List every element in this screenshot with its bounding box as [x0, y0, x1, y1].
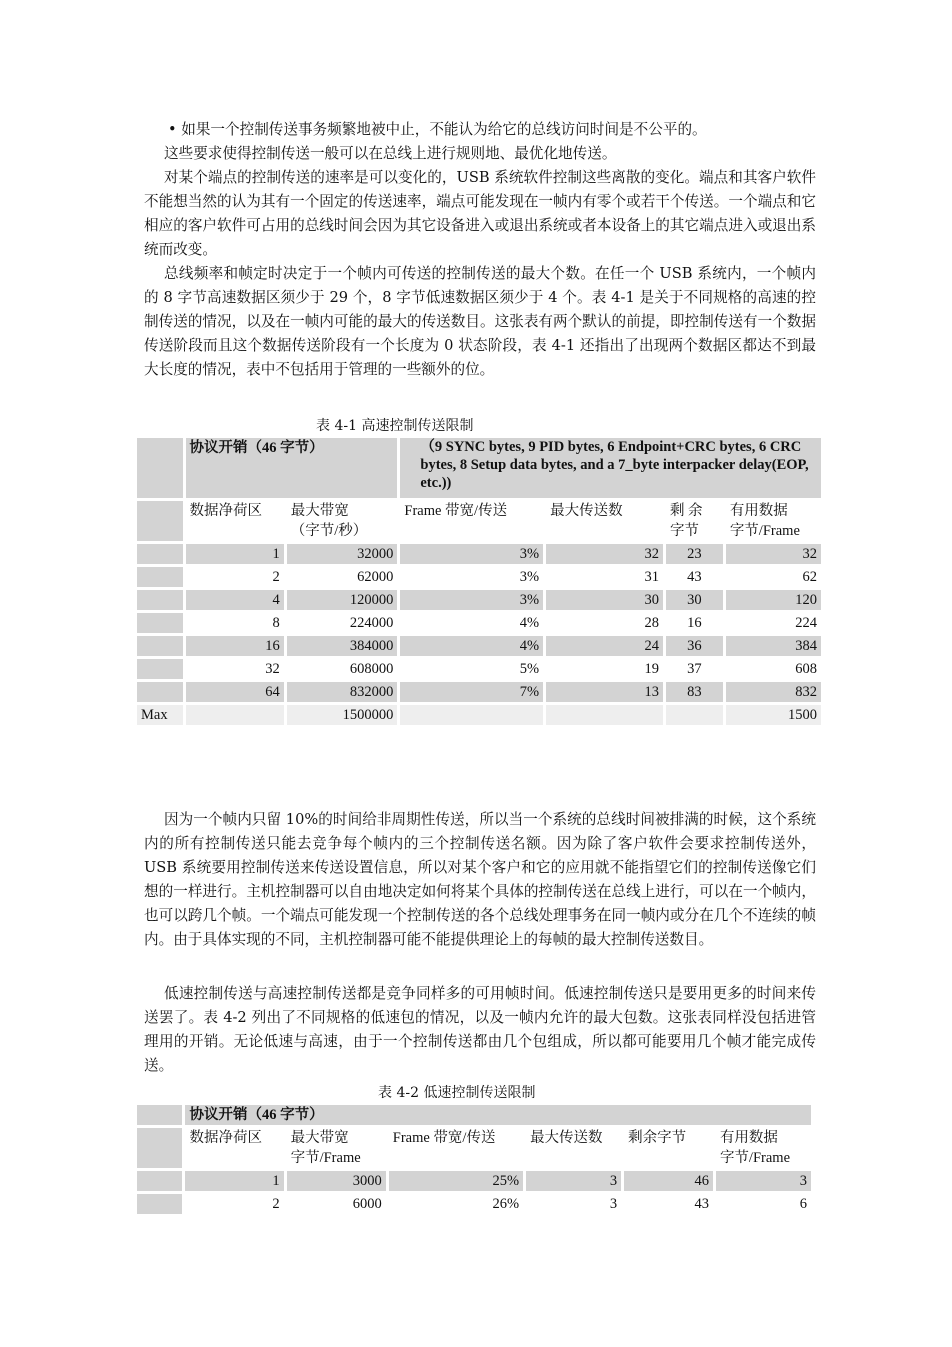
table-cell: 2 — [272, 1196, 280, 1212]
table-cell: 30 — [666, 590, 723, 610]
column-header: 数据净荷区 — [189, 1130, 262, 1146]
table-cell — [137, 659, 183, 679]
column-header: Frame 带宽/传送 — [392, 1130, 496, 1146]
protocol-detail: （9 SYNC bytes, 9 PID bytes, 6 Endpoint+CRC bytes, 6 CRC bytes, 8 Setup data bytes, and a 7_byte interpacker delay(EOP, etc.)) — [400, 438, 821, 498]
table-cell: 2 — [272, 569, 280, 585]
table-cell: 83 — [666, 682, 723, 702]
table-cell: 120 — [726, 590, 821, 610]
table-cell: 3% — [400, 544, 543, 564]
table-cell: 1500000 — [287, 705, 398, 725]
table-cell: 16 — [186, 636, 284, 656]
table-cell: 608000 — [349, 661, 394, 677]
table-cell: 16 — [687, 615, 702, 631]
table-cell: 3 — [526, 1171, 621, 1191]
table-cell: 30 — [546, 590, 663, 610]
table-cell: 3000 — [287, 1171, 386, 1191]
table-cell: 5% — [519, 661, 540, 677]
table-cell: 7% — [400, 682, 543, 702]
column-header: 有用数据 字节/Frame — [719, 1130, 791, 1166]
table-cell: 24 — [546, 636, 663, 656]
table-row — [137, 659, 821, 679]
column-header: 有用数据 字节/Frame — [729, 503, 800, 539]
column-header: 最大传送数 — [530, 1130, 603, 1146]
table-row — [137, 544, 821, 564]
paragraph: 总线频率和帧定时决定于一个帧内可传送的控制传送的最大个数。在任一个 USB 系统内，一个帧内的 8 字节高速数据区须少于 29 个，8 字节低速数据区须少于 4 个。表 4-1 是关于不同规格的高速的控制传送的情况，以及在一帧内可能的最大的传送数目。这张表有两个默认的前提，即控制传送有一个数据传送阶段而且这个数据传送阶段有一个长度为 0 状态阶段，表 4-1 还指出了出现两个数据区都达不到最大长度的情况，表中不包括用于管理的一些额外的位。 — [144, 265, 816, 378]
table-cell: 832000 — [287, 682, 398, 702]
table-cell: 1 — [185, 1171, 283, 1191]
table-cell: 37 — [687, 661, 702, 677]
table-cell: 28 — [644, 615, 659, 631]
table-cell: 1 — [186, 544, 284, 564]
table-cell: 1500 — [726, 705, 821, 725]
header-row — [137, 1128, 811, 1168]
header-row — [137, 501, 821, 541]
table-cell: 4 — [186, 590, 284, 610]
table-cell: 19 — [644, 661, 659, 677]
table-row — [137, 682, 821, 702]
table-cell: 26% — [492, 1196, 520, 1212]
low-speed-control-table — [134, 1102, 814, 1217]
table-cell: 224000 — [349, 615, 394, 631]
table-cell — [666, 705, 723, 725]
table-cell — [186, 705, 284, 725]
table-cell — [137, 613, 183, 633]
column-header: 剩 余 字节 — [669, 503, 703, 539]
table-row — [137, 1171, 811, 1191]
column-header: 最大传送数 — [550, 503, 623, 519]
table-caption: 表 4-2 低速控制传送限制 — [378, 1085, 536, 1101]
table-cell — [137, 501, 183, 541]
table-cell: 224 — [795, 615, 817, 631]
high-speed-control-table — [134, 435, 824, 728]
table-cell: Max — [137, 705, 183, 725]
column-header: 最大带宽 字节/Frame — [290, 1130, 361, 1166]
protocol-label: 协议开销（46 字节） — [186, 438, 398, 498]
table-cell: 46 — [624, 1171, 713, 1191]
table-cell: 32000 — [287, 544, 398, 564]
table-cell: 384 — [726, 636, 821, 656]
column-header: 最大带宽 （字节/秒） — [290, 503, 368, 539]
table-cell — [137, 438, 183, 498]
table-cell — [137, 1105, 182, 1125]
table-cell: 23 — [666, 544, 723, 564]
table-cell: 62000 — [357, 569, 394, 585]
paragraph: 因为一个帧内只留 10%的时间给非周期性传送，所以当一个系统的总线时间被排满的时候，这个系统内的所有控制传送只能去竞争每个帧内的三个控制传送名额。因为除了客户软件会要求控制传送外，USB 系统要用控制传送来传送设置信息，所以对某个客户和它的应用就不能指望它们的控制传送像它们想的一样进行。主机控制器可以自由地决定如何将某个具体的控制传送在总线上进行，可以在一个帧内，也可以跨几个帧。一个端点可能发现一个控制传送的各个总线处理事务在同一帧内或分在几个不连续的帧内。由于具体实现的不同，主机控制器可能不能提供理论上的每帧的最大控制传送数目。 — [144, 811, 816, 948]
table-row — [137, 613, 821, 633]
table-cell: 3 — [716, 1171, 811, 1191]
table-cell: 6000 — [352, 1196, 382, 1212]
table-cell: 13 — [546, 682, 663, 702]
table-cell — [546, 705, 663, 725]
table-row — [137, 1194, 811, 1214]
column-header: 数据净荷区 — [189, 503, 262, 519]
table-row — [137, 636, 821, 656]
column-header: Frame 带宽/传送 — [404, 503, 508, 519]
protocol-row — [137, 438, 821, 498]
table-cell — [137, 544, 183, 564]
table-cell: 3% — [519, 569, 540, 585]
table-row — [137, 590, 821, 610]
table-cell — [137, 1194, 182, 1214]
table-cell: 8 — [272, 615, 280, 631]
table-cell — [137, 1128, 182, 1168]
table-cell — [137, 636, 183, 656]
column-header: 剩余字节 — [628, 1130, 687, 1146]
table-cell: 4% — [519, 615, 540, 631]
protocol-row — [137, 1105, 811, 1125]
table-cell: 36 — [666, 636, 723, 656]
table-cell — [137, 590, 183, 610]
table-cell: 832 — [726, 682, 821, 702]
table-cell: 384000 — [287, 636, 398, 656]
paragraph: 对某个端点的控制传送的速率是可以变化的，USB 系统软件控制这些离散的变化。端点和其客户软件不能想当然的认为其有一个固定的传送速率，端点可能发现在一帧内有零个或若干个传送。一个端点和它相应的客户软件可占用的总线时间会因为其它设备进入或退出系统或者本设备上的其它端点进入或退出系统而改变。 — [144, 169, 816, 258]
table-caption: 表 4-1 高速控制传送限制 — [316, 418, 474, 434]
paragraph: 这些要求使得控制传送一般可以在总线上进行规则地、最优化地传送。 — [164, 145, 617, 162]
table-cell: 25% — [389, 1171, 523, 1191]
table-cell: 43 — [694, 1196, 709, 1212]
table-cell: 62 — [802, 569, 817, 585]
table-cell: 3% — [400, 590, 543, 610]
table-cell: 32 — [265, 661, 280, 677]
table-cell: 43 — [687, 569, 702, 585]
table-cell: 608 — [795, 661, 817, 677]
table-cell: 3 — [609, 1196, 618, 1212]
table-cell — [400, 705, 543, 725]
table-cell: 4% — [400, 636, 543, 656]
table-cell: 32 — [546, 544, 663, 564]
table-cell: 32 — [726, 544, 821, 564]
table-cell: 64 — [186, 682, 284, 702]
table-cell: 31 — [644, 569, 659, 585]
table-cell — [137, 1171, 182, 1191]
table-cell: 120000 — [287, 590, 398, 610]
table-cell — [137, 682, 183, 702]
bullet-paragraph: • 如果一个控制传送事务频繁地被中止，不能认为给它的总线访问时间是不公平的。 — [168, 121, 707, 138]
table-row-max — [137, 705, 821, 725]
table-cell: 6 — [799, 1196, 807, 1212]
paragraph: 低速控制传送与高速控制传送都是竞争同样多的可用帧时间。低速控制传送只是要用更多的时间来传送罢了。表 4-2 列出了不同规格的低速包的情况，以及一帧内允许的最大包数。这张表同样没包括进管理用的开销。无论低速与高速，由于一个控制传送都由几个包组成，所以都可能要用几个帧才能完成传送。 — [144, 985, 816, 1074]
table-row — [137, 567, 821, 587]
protocol-label: 协议开销（46 字节） — [185, 1105, 811, 1125]
table-cell — [137, 567, 183, 587]
